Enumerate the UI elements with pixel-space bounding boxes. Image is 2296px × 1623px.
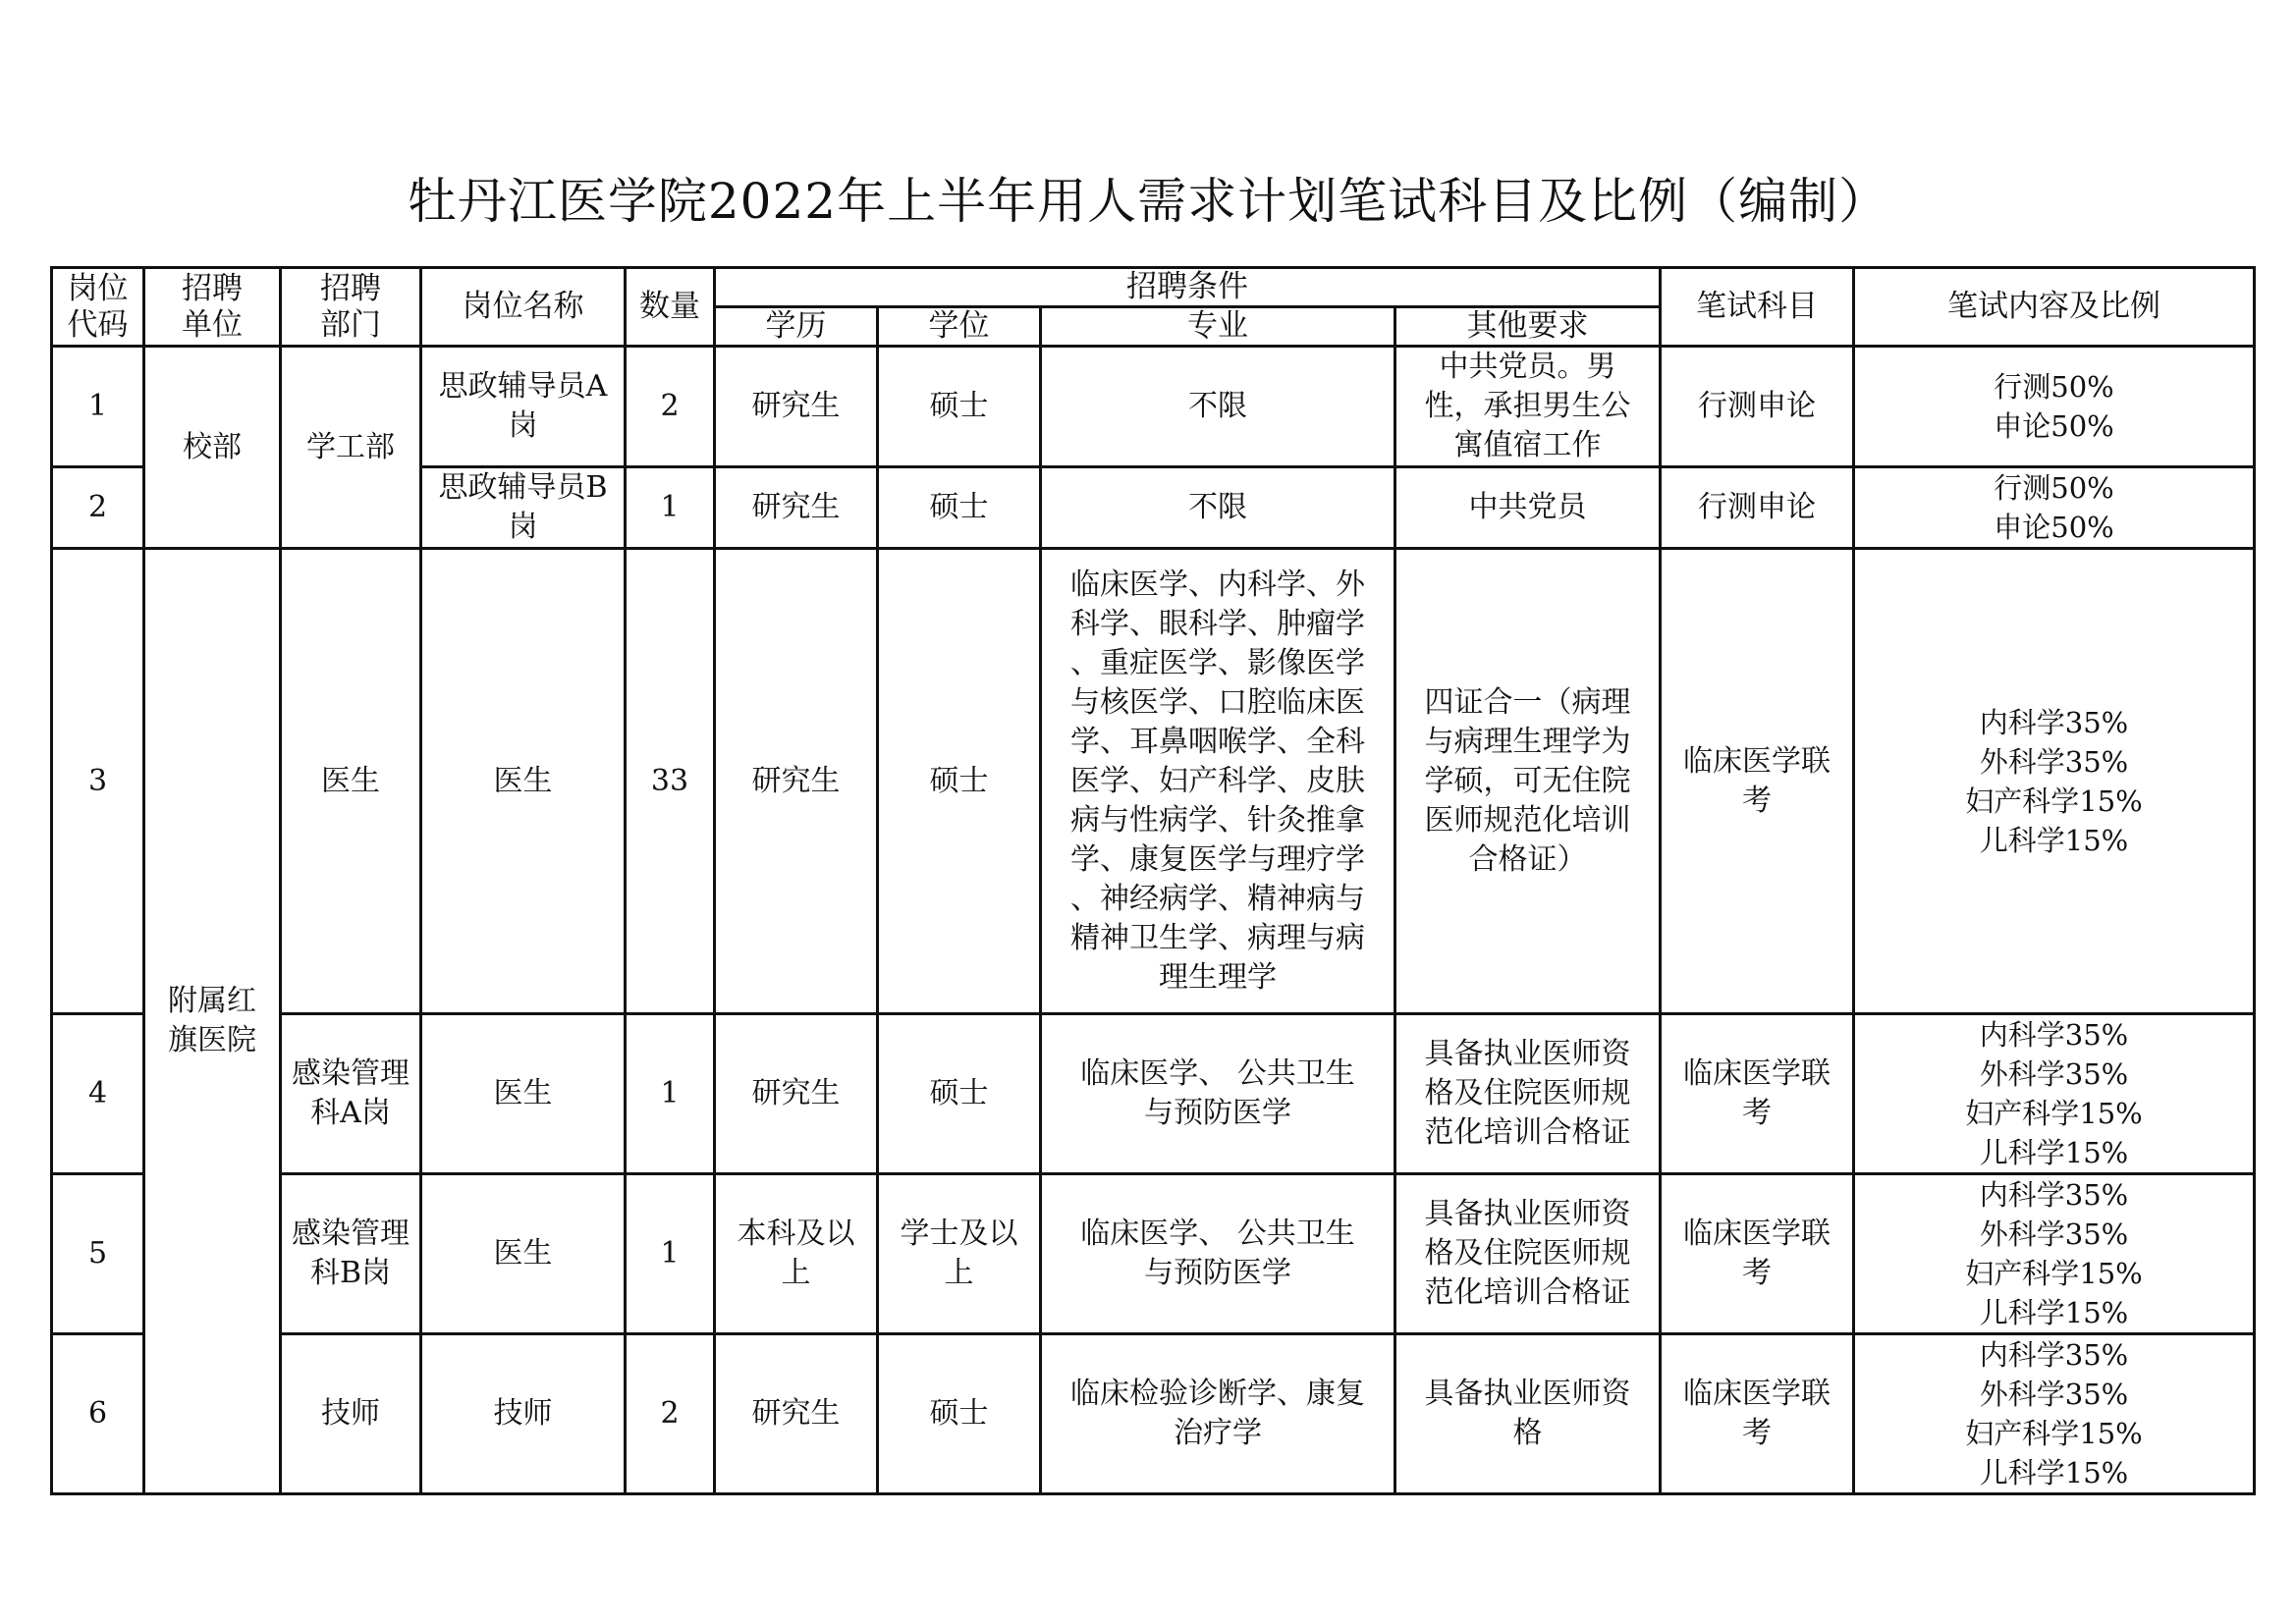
- cell-exam-subject: 行测申论: [1661, 467, 1854, 549]
- cell-major: 临床检验诊断学、康复 治疗学: [1041, 1334, 1395, 1494]
- cell-count: 33: [626, 549, 715, 1014]
- header-code: 岗位 代码: [52, 268, 144, 347]
- cell-code: 6: [52, 1334, 144, 1494]
- cell-major: 临床医学、内科学、外 科学、眼科学、肿瘤学 、重症医学、影像医学 与核医学、口腔临床医 学、耳鼻咽喉学、全科 医学、妇产科学、皮肤 病与性病学、针灸推拿 学、康复医学与理疗学 、神经病学、精神病与 精神卫生学、病理与病 理生理学: [1041, 549, 1395, 1014]
- cell-code: 3: [52, 549, 144, 1014]
- cell-code: 1: [52, 347, 144, 467]
- cell-degree: 硕士: [878, 467, 1041, 549]
- cell-exam-subject: 临床医学联 考: [1661, 549, 1854, 1014]
- cell-dept: 学工部: [281, 347, 421, 549]
- table-row: [52, 1014, 2255, 1174]
- header-conditions: 招聘条件: [715, 268, 1661, 307]
- header-unit: 招聘 单位: [144, 268, 281, 347]
- cell-education: 研究生: [715, 1014, 878, 1174]
- cell-major: 临床医学、 公共卫生 与预防医学: [1041, 1174, 1395, 1334]
- page-title: 牡丹江医学院2022年上半年用人需求计划笔试科目及比例（编制）: [407, 173, 1889, 230]
- cell-major: 不限: [1041, 347, 1395, 467]
- cell-dept: 感染管理 科B岗: [281, 1174, 421, 1334]
- cell-exam-subject: 临床医学联 考: [1661, 1014, 1854, 1174]
- cell-other: 具备执业医师资 格及住院医师规 范化培训合格证: [1395, 1014, 1661, 1174]
- cell-count: 2: [626, 347, 715, 467]
- cell-count: 1: [626, 467, 715, 549]
- cell-major: 不限: [1041, 467, 1395, 549]
- cell-exam-ratio: 内科学35% 外科学35% 妇产科学15% 儿科学15%: [1854, 1014, 2255, 1174]
- header-education: 学历: [715, 307, 878, 347]
- cell-unit: 校部: [144, 347, 281, 549]
- cell-count: 1: [626, 1174, 715, 1334]
- cell-degree: 硕士: [878, 549, 1041, 1014]
- cell-exam-ratio: 行测50% 申论50%: [1854, 347, 2255, 467]
- cell-dept: 医生: [281, 549, 421, 1014]
- header-other: 其他要求: [1395, 307, 1661, 347]
- cell-dept: 技师: [281, 1334, 421, 1494]
- cell-unit: 附属红 旗医院: [144, 549, 281, 1494]
- cell-degree: 硕士: [878, 1014, 1041, 1174]
- header-exam-ratio: 笔试内容及比例: [1854, 268, 2255, 347]
- cell-degree: 硕士: [878, 1334, 1041, 1494]
- cell-exam-ratio: 行测50% 申论50%: [1854, 467, 2255, 549]
- cell-other: 中共党员: [1395, 467, 1661, 549]
- header-major: 专业: [1041, 307, 1395, 347]
- cell-degree: 硕士: [878, 347, 1041, 467]
- cell-position: 思政辅导员A 岗: [421, 347, 626, 467]
- header-degree: 学位: [878, 307, 1041, 347]
- table-row: [52, 347, 2255, 467]
- cell-degree: 学士及以 上: [878, 1174, 1041, 1334]
- table-row: [52, 549, 2255, 1014]
- cell-position: 医生: [421, 549, 626, 1014]
- header-exam-subject: 笔试科目: [1661, 268, 1854, 347]
- header-dept: 招聘 部门: [281, 268, 421, 347]
- cell-code: 5: [52, 1174, 144, 1334]
- cell-dept: 感染管理 科A岗: [281, 1014, 421, 1174]
- cell-position: 思政辅导员B 岗: [421, 467, 626, 549]
- header-row-1: [52, 268, 2255, 307]
- cell-education: 研究生: [715, 347, 878, 467]
- cell-education: 本科及以 上: [715, 1174, 878, 1334]
- recruitment-table: [50, 266, 2256, 1495]
- cell-education: 研究生: [715, 467, 878, 549]
- cell-exam-ratio: 内科学35% 外科学35% 妇产科学15% 儿科学15%: [1854, 549, 2255, 1014]
- cell-major: 临床医学、 公共卫生 与预防医学: [1041, 1014, 1395, 1174]
- cell-other: 具备执业医师资 格: [1395, 1334, 1661, 1494]
- cell-exam-subject: 行测申论: [1661, 347, 1854, 467]
- cell-count: 1: [626, 1014, 715, 1174]
- cell-education: 研究生: [715, 1334, 878, 1494]
- cell-code: 2: [52, 467, 144, 549]
- cell-exam-ratio: 内科学35% 外科学35% 妇产科学15% 儿科学15%: [1854, 1174, 2255, 1334]
- cell-exam-subject: 临床医学联 考: [1661, 1334, 1854, 1494]
- cell-education: 研究生: [715, 549, 878, 1014]
- cell-position: 医生: [421, 1014, 626, 1174]
- header-position: 岗位名称: [421, 268, 626, 347]
- table-row: [52, 1174, 2255, 1334]
- table-row: [52, 1334, 2255, 1494]
- cell-position: 技师: [421, 1334, 626, 1494]
- cell-other: 中共党员。男 性，承担男生公 寓值宿工作: [1395, 347, 1661, 467]
- cell-exam-ratio: 内科学35% 外科学35% 妇产科学15% 儿科学15%: [1854, 1334, 2255, 1494]
- cell-code: 4: [52, 1014, 144, 1174]
- cell-position: 医生: [421, 1174, 626, 1334]
- cell-count: 2: [626, 1334, 715, 1494]
- cell-other: 具备执业医师资 格及住院医师规 范化培训合格证: [1395, 1174, 1661, 1334]
- cell-other: 四证合一（病理 与病理生理学为 学硕，可无住院 医师规范化培训 合格证）: [1395, 549, 1661, 1014]
- header-count: 数量: [626, 268, 715, 347]
- cell-exam-subject: 临床医学联 考: [1661, 1174, 1854, 1334]
